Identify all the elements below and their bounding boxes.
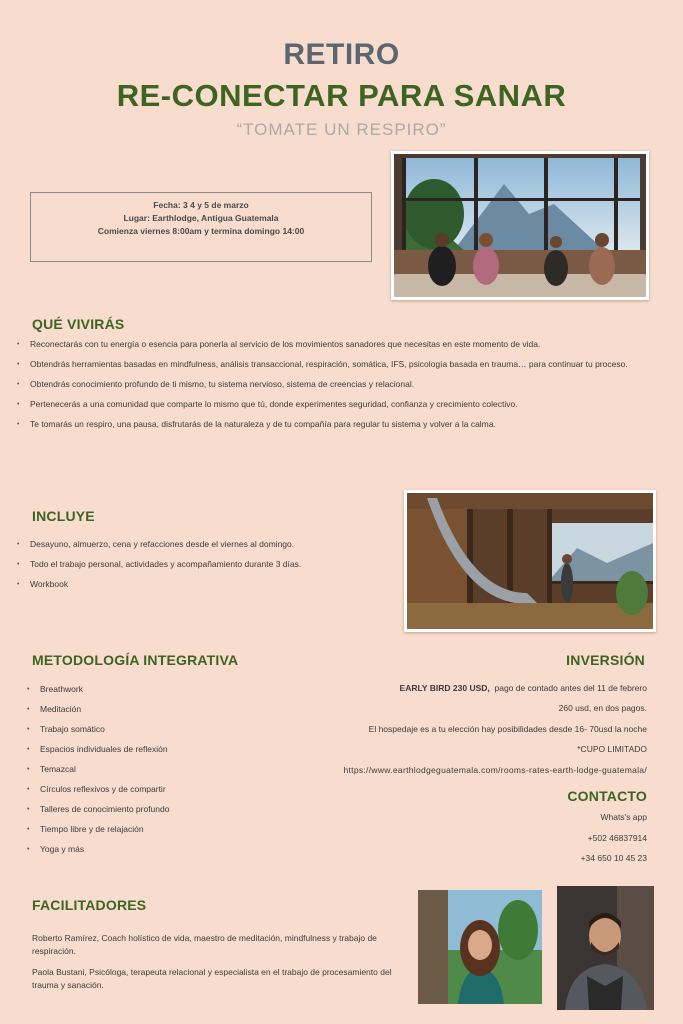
list-item: • Obtendrás herramientas basadas en mindfulness, análisis transaccional, respiración, somática, IFS, psicología basada en trauma… para continuar tu proceso.: [16, 358, 664, 371]
section-heading-contacto: CONTACTO: [567, 788, 647, 804]
list-item: • Temazcal: [26, 763, 246, 776]
hammock-lodge-photo: [404, 490, 656, 632]
phone-spain[interactable]: +34 650 10 45 23: [580, 853, 647, 863]
list-item: • Breathwork: [26, 683, 246, 696]
event-date: Fecha: 3 4 y 5 de marzo: [153, 200, 249, 210]
event-schedule: Comienza viernes 8:00am y termina domingo 14:00: [97, 226, 305, 236]
list-item: • Espacios individuales de reflexión: [26, 743, 246, 756]
list-item: • Todo el trabajo personal, actividades y acompañamiento durante 3 días.: [16, 558, 386, 571]
list-item: • Meditación: [26, 703, 246, 716]
list-item: • Pertenecerás a una comunidad que comparte lo mismo que tú, donde experimentes seguridad, confianza y crecimiento colectivo.: [16, 398, 664, 411]
section-heading-incluye: INCLUYE: [32, 508, 95, 524]
que-viviras-list: [16, 338, 664, 438]
lodge-rates-link[interactable]: https://www.earthlodgeguatemala.com/rooms-rates-earth-lodge-guatemala/: [343, 765, 647, 775]
event-info-box: [30, 192, 372, 262]
retreat-label: RETIRO: [283, 38, 400, 71]
early-bird-terms: pago de contado antes del 11 de febrero: [494, 683, 647, 693]
list-item: • Workbook: [16, 578, 386, 591]
limited-spots-note: *CUPO LIMITADO: [577, 744, 647, 754]
metodologia-list: [26, 683, 246, 863]
list-item: • Talleres de conocimiento profundo: [26, 803, 246, 816]
list-item: • Tiempo libre y de relajación: [26, 823, 246, 836]
facilitator-paola: Paola Bustani, Psicóloga, terapeuta relacional y especialista en el trabajo de procesamiento del trauma y sanación.: [32, 967, 392, 990]
facilitator-roberto: Roberto Ramírez, Coach holístico de vida, maestro de meditación, mindfulness y trabajo de respiración.: [32, 933, 377, 956]
list-item: • Obtendrás conocimiento profundo de ti mismo, tu sistema nervioso, sistema de creencias y relacional.: [16, 378, 664, 391]
roberto-photo: [557, 886, 654, 1010]
paola-photo: [418, 890, 542, 1004]
list-item: • Reconectarás con tu energía o esencia para ponerla al servicio de los movimientos sanadores que necesitas en este momento de vida.: [16, 338, 664, 351]
section-heading-inversion: INVERSIÓN: [566, 652, 645, 668]
yoga-group-photo: [391, 151, 649, 300]
list-item: • Yoga y más: [26, 843, 246, 856]
early-bird-price: EARLY BIRD 230 USD,: [399, 683, 490, 693]
page-title: RE-CONECTAR PARA SANAR: [116, 78, 567, 113]
list-item: • Trabajo somático: [26, 723, 246, 736]
tagline: “TOMATE UN RESPIRO”: [236, 120, 447, 139]
phone-guatemala[interactable]: +502 46837914: [587, 833, 647, 843]
section-heading-metodologia: METODOLOGÍA INTEGRATIVA: [32, 652, 239, 668]
lodging-info: El hospedaje es a tu elección hay posibilidades desde 16- 70usd la noche: [368, 724, 647, 734]
incluye-list: [16, 538, 386, 598]
section-heading-que-viviras: QUÉ VIVIRÁS: [32, 316, 125, 332]
list-item: • Desayuno, almuerzo, cena y refacciones desde el viernes al domingo.: [16, 538, 386, 551]
list-item: • Círculos reflexivos y de compartir: [26, 783, 246, 796]
early-bird-line: [247, 683, 647, 693]
event-place: Lugar: Earthlodge, Antigua Guatemala: [123, 213, 279, 223]
two-payments-price: 260 usd, en dos pagos.: [558, 703, 647, 713]
section-heading-facilitadores: FACILITADORES: [32, 897, 147, 913]
list-item: • Te tomarás un respiro, una pausa, disfrutarás de la naturaleza y de tu compañía para regular tu sistema y volver a la calma.: [16, 418, 664, 431]
whatsapp-label: Whats's app: [600, 812, 647, 822]
